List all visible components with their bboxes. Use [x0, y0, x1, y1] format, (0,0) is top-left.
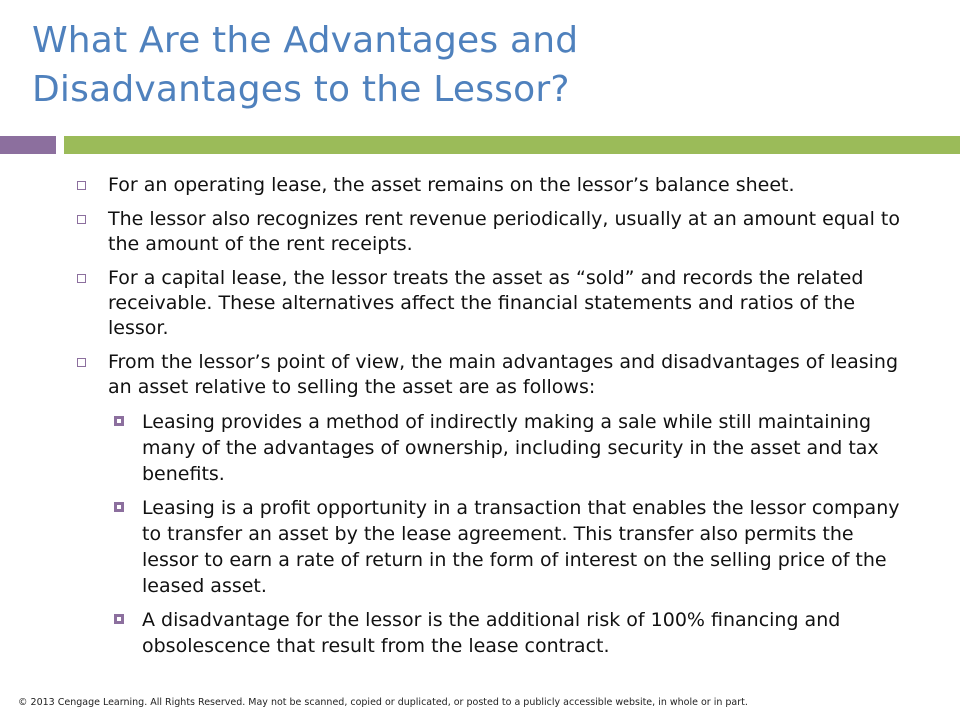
accent-bar-left: [0, 136, 56, 154]
sub-bullet-text: A disadvantage for the lessor is the additional risk of 100% financing and obsolescence that result from the lease contract.: [142, 609, 841, 657]
hollow-square-bullet-icon: [77, 274, 86, 283]
copyright-footer: © 2013 Cengage Learning. All Rights Reserved. May not be scanned, copied or duplicated, or posted to a publicly accessible website, in whole or in part.: [18, 697, 748, 708]
slide-title-line-2: Disadvantages to the Lessor?: [32, 69, 570, 110]
bullet-text: For a capital lease, the lessor treats the asset as “sold” and records the related receivable. These alternatives affect the financial statements and ratios of the lessor.: [108, 267, 864, 339]
sub-bullet-list: [72, 409, 902, 659]
sub-bullet-text: Leasing is a profit opportunity in a transaction that enables the lessor company to transfer an asset by the lease agreement. This transfer also permits the lessor to earn a rate of return in the form of interest on the selling price of the leased asset.: [142, 497, 900, 597]
slide-title: [32, 16, 912, 114]
bullet-item: [72, 207, 902, 257]
sub-bullet-item: [72, 607, 902, 659]
filled-square-bullet-icon: [114, 614, 124, 624]
bullet-item: [72, 173, 902, 198]
bullet-item: [72, 266, 902, 341]
accent-bar-right: [64, 136, 960, 154]
sub-bullet-item: [72, 409, 902, 487]
hollow-square-bullet-icon: [77, 358, 86, 367]
bullet-text: The lessor also recognizes rent revenue periodically, usually at an amount equal to the amount of the rent receipts.: [108, 208, 900, 255]
sub-bullet-text: Leasing provides a method of indirectly making a sale while still maintaining many of the advantages of ownership, including security in the asset and tax benefits.: [142, 411, 879, 485]
sub-bullet-item: [72, 495, 902, 599]
filled-square-bullet-icon: [114, 416, 124, 426]
slide-title-line-1: What Are the Advantages and: [32, 20, 579, 61]
slide-body: [72, 173, 902, 667]
filled-square-bullet-icon: [114, 502, 124, 512]
bullet-text: From the lessor’s point of view, the main advantages and disadvantages of leasing an asset relative to selling the asset are as follows:: [108, 351, 899, 398]
bullet-text: For an operating lease, the asset remains on the lessor’s balance sheet.: [108, 174, 795, 196]
hollow-square-bullet-icon: [77, 181, 86, 190]
bullet-item: [72, 350, 902, 400]
hollow-square-bullet-icon: [77, 215, 86, 224]
